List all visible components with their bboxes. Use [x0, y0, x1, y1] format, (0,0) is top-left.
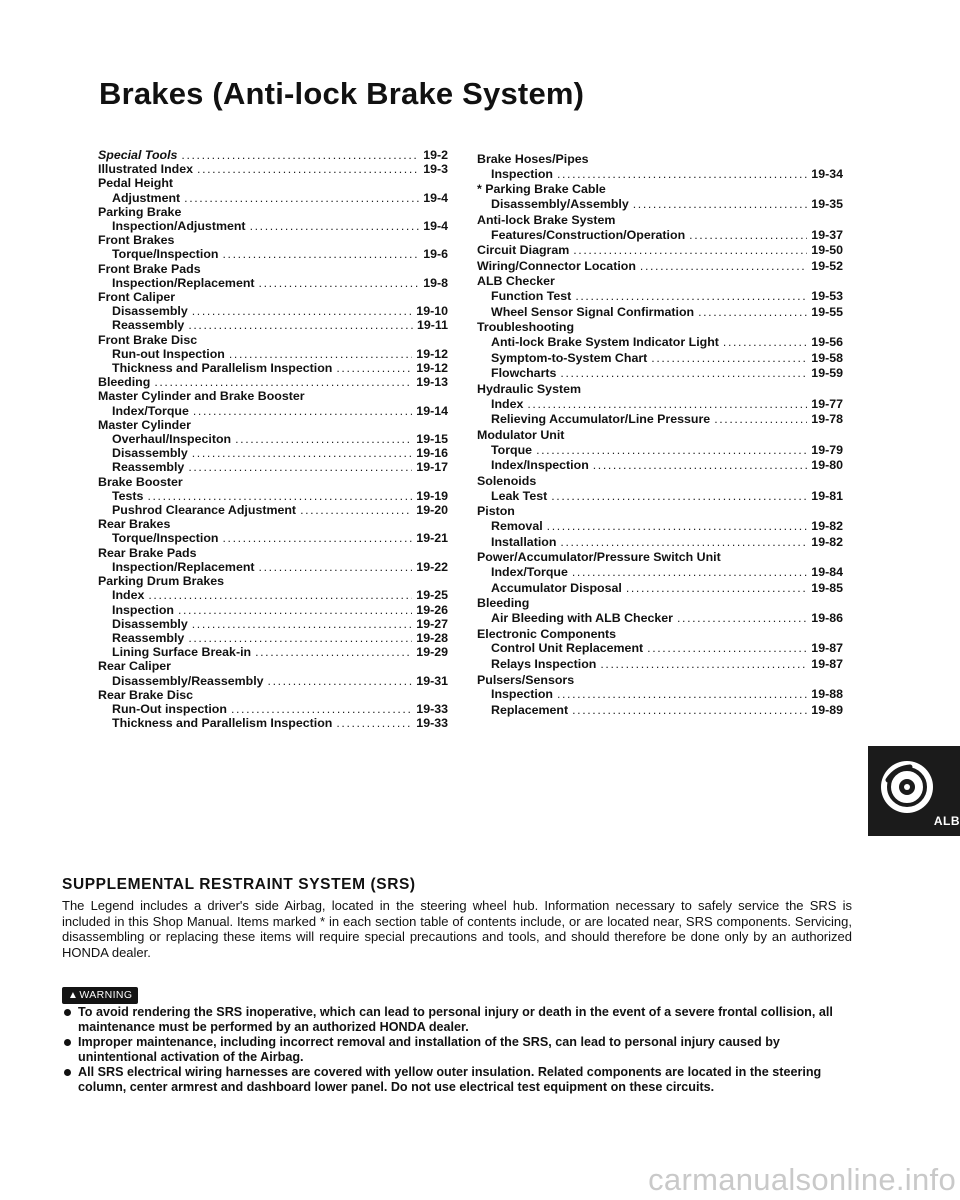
toc-dot-leader: [557, 687, 807, 703]
toc-entry: [98, 347, 448, 361]
toc-page-number: 19-12: [416, 346, 448, 361]
toc-entry: [477, 458, 843, 474]
toc-heading: [477, 627, 843, 642]
toc-entry: [477, 197, 843, 213]
toc-entry-label: Rear Brake Pads: [98, 545, 197, 560]
toc-entry-label: Master Cylinder and Brake Booster: [98, 389, 305, 404]
toc-dot-leader: [560, 366, 807, 382]
toc-dot-leader: [714, 412, 807, 428]
toc-heading: [477, 504, 843, 519]
toc-page-number: 19-89: [811, 703, 843, 718]
toc-page-number: 19-2: [423, 148, 448, 162]
toc-heading: [98, 262, 448, 276]
toc-dot-leader: [651, 351, 807, 367]
warning-label: WARNING: [79, 989, 133, 1001]
toc-dot-leader: [222, 247, 419, 261]
toc-page-number: 19-59: [811, 366, 843, 381]
toc-entry-label: Front Caliper: [98, 290, 176, 305]
toc-entry: [98, 219, 448, 233]
page-title: Brakes (Anti-lock Brake System): [99, 76, 585, 111]
toc-entry: [98, 702, 448, 716]
toc-entry-label: Brake Booster: [98, 474, 183, 489]
toc-page-number: 19-88: [811, 687, 843, 702]
toc-heading: [477, 673, 843, 688]
toc-page-number: 19-87: [811, 657, 843, 672]
toc-entry-label: Disassembly: [112, 446, 188, 461]
toc-entry-label: Run-out Inspection: [112, 346, 225, 361]
toc-heading: [477, 428, 843, 443]
toc-page-number: 19-78: [811, 412, 843, 427]
toc-page-number: 19-50: [811, 243, 843, 258]
toc-page-number: 19-14: [416, 403, 448, 418]
toc-page-number: 19-22: [416, 559, 448, 574]
toc-heading: [477, 382, 843, 397]
toc-entry-label: Modulator Unit: [477, 427, 565, 442]
toc-entry-label: Rear Brake Disc: [98, 687, 194, 702]
toc-entry: [477, 412, 843, 428]
toc-page-number: 19-16: [416, 446, 448, 461]
toc-entry: [477, 228, 843, 244]
srs-paragraph: The Legend includes a driver's side Airbag, located in the steering wheel hub. Information necessary to safely service the SRS is included in this Shop Manual. Items marked * in each section table of contents include, or are located near, SRS components. Servicing, disassembling or replacing these items will require special precautions and tools, and should therefore be done only by an authorized HONDA dealer.: [62, 898, 852, 960]
toc-entry-label: Disassembly: [112, 616, 188, 631]
toc-entry: [98, 460, 448, 474]
toc-entry: [477, 535, 843, 551]
toc-heading: [477, 596, 843, 611]
toc-entry-label: Piston: [477, 504, 515, 519]
toc-entry-label: Power/Accumulator/Pressure Switch Unit: [477, 550, 721, 565]
toc-entry-label: Parking Drum Brakes: [98, 574, 225, 589]
toc-page-number: 19-86: [811, 611, 843, 626]
toc-entry-label: Disassembly/Assembly: [491, 197, 629, 212]
toc-page-number: 19-21: [416, 531, 448, 546]
toc-entry-label: Overhaul/Inspeciton: [112, 432, 232, 447]
toc-entry: [98, 631, 448, 645]
toc-entry-label: Front Brake Pads: [98, 261, 201, 276]
alb-label: ALB: [933, 814, 960, 828]
toc-entry-label: Flowcharts: [491, 366, 557, 381]
toc-heading: [477, 320, 843, 335]
toc-entry-label: Bleeding: [477, 596, 530, 611]
toc-entry-label: Pushrod Clearance Adjustment: [112, 503, 297, 518]
toc-entry-label: Rear Brakes: [98, 517, 171, 532]
toc-entry: [98, 560, 448, 574]
toc-page-number: 19-28: [416, 630, 448, 645]
toc-entry-label: Accumulator Disposal: [491, 580, 622, 595]
toc-page-number: 19-10: [416, 304, 448, 319]
toc-entry-label: Function Test: [491, 289, 572, 304]
toc-dot-leader: [192, 446, 413, 460]
toc-entry: [477, 366, 843, 382]
toc-dot-leader: [560, 535, 807, 551]
toc-dot-leader: [593, 458, 808, 474]
toc-page-number: 19-87: [811, 641, 843, 656]
toc-entry: [477, 335, 843, 351]
toc-entry: [98, 503, 448, 517]
toc-entry: [98, 446, 448, 460]
toc-entry: [98, 276, 448, 290]
toc-dot-leader: [188, 631, 412, 645]
toc-entry-label: Torque/Inspection: [112, 247, 219, 262]
toc-dot-leader: [300, 503, 412, 517]
toc-heading: [98, 659, 448, 673]
warning-list: [62, 1005, 852, 1095]
toc-dot-leader: [336, 716, 412, 730]
toc-dot-leader: [255, 645, 412, 659]
toc-entry: [98, 148, 448, 162]
toc-dot-leader: [192, 617, 413, 631]
toc-page-number: 19-34: [811, 166, 843, 181]
toc-page-number: 19-20: [416, 503, 448, 518]
toc-entry-label: Troubleshooting: [477, 320, 575, 335]
toc-heading: [477, 550, 843, 565]
toc-entry-label: Inspection/Replacement: [112, 275, 255, 290]
toc-entry-label: Special Tools: [98, 148, 178, 162]
toc-dot-leader: [557, 167, 807, 183]
toc-entry-label: Features/Construction/Operation: [491, 227, 686, 242]
toc-dot-leader: [231, 702, 412, 716]
toc-entry-label: Replacement: [491, 703, 569, 718]
toc-entry-label: Inspection: [112, 602, 174, 617]
toc-entry-label: Tests: [112, 488, 144, 503]
toc-dot-leader: [551, 489, 807, 505]
toc-heading: [98, 475, 448, 489]
toc-dot-leader: [336, 361, 412, 375]
toc-entry: [98, 603, 448, 617]
toc-page-number: 19-84: [811, 565, 843, 580]
toc-entry-label: Torque/Inspection: [112, 531, 219, 546]
toc-page-number: 19-82: [811, 534, 843, 549]
toc-heading: [98, 688, 448, 702]
toc-entry-label: Inspection/Replacement: [112, 559, 255, 574]
toc-page-number: 19-4: [423, 190, 448, 205]
toc-entry: [98, 191, 448, 205]
toc-entry: [98, 716, 448, 730]
toc-dot-leader: [572, 565, 807, 581]
toc-page-number: 19-81: [811, 488, 843, 503]
toc-entry-label: Parking Brake: [98, 204, 182, 219]
toc-entry-label: Master Cylinder: [98, 417, 191, 432]
toc-dot-leader: [147, 489, 412, 503]
toc-entry-label: Solenoids: [477, 473, 537, 488]
toc-entry-label: Index/Torque: [112, 403, 189, 418]
toc-heading: [477, 152, 843, 167]
toc-heading: [98, 333, 448, 347]
toc-entry-label: Anti-lock Brake System Indicator Light: [491, 335, 719, 350]
toc-dot-leader: [259, 560, 413, 574]
toc-dot-leader: [573, 243, 807, 259]
toc-entry-label: Inspection: [491, 687, 553, 702]
toc-entry: [98, 432, 448, 446]
toc-heading: [98, 418, 448, 432]
toc-dot-leader: [268, 674, 413, 688]
toc-dot-leader: [689, 228, 807, 244]
toc-page-number: 19-11: [416, 318, 448, 333]
toc-page-number: 19-19: [416, 488, 448, 503]
toc-page-number: 19-27: [416, 616, 448, 631]
toc-dot-leader: [575, 289, 807, 305]
toc-entry-label: Leak Test: [491, 488, 548, 503]
toc-entry-label: Relays Inspection: [491, 657, 597, 672]
toc-page-number: 19-79: [811, 442, 843, 457]
toc-dot-leader: [536, 443, 807, 459]
toc-heading: [477, 182, 843, 197]
toc-entry: [98, 531, 448, 545]
toc-entry: [98, 588, 448, 602]
toc-entry-label: Bleeding: [98, 375, 151, 390]
toc-entry: [98, 404, 448, 418]
toc-dot-leader: [640, 259, 807, 275]
toc-dot-leader: [723, 335, 807, 351]
toc-heading: [98, 517, 448, 531]
toc-dot-leader: [192, 304, 413, 318]
toc-page-number: 19-53: [811, 289, 843, 304]
toc-page-number: 19-25: [416, 588, 448, 603]
toc-entry: [98, 247, 448, 261]
toc-page-number: 19-17: [416, 460, 448, 475]
toc-entry: [477, 351, 843, 367]
toc-entry-label: Wiring/Connector Location: [477, 258, 636, 273]
toc-entry: [98, 489, 448, 503]
toc-entry-label: * Parking Brake Cable: [477, 182, 606, 197]
toc-entry-label: Index/Inspection: [491, 458, 589, 473]
warning-triangle-icon: ▲: [68, 990, 79, 1001]
srs-heading: SUPPLEMENTAL RESTRAINT SYSTEM (SRS): [62, 876, 416, 893]
toc-entry: [477, 611, 843, 627]
toc-dot-leader: [626, 581, 807, 597]
toc-entry-label: Thickness and Parallelism Inspection: [112, 716, 333, 731]
toc-dot-leader: [677, 611, 807, 627]
toc-entry: [477, 687, 843, 703]
toc-page-number: 19-37: [811, 227, 843, 242]
toc-page-number: 19-58: [811, 350, 843, 365]
toc-entry-label: Rear Caliper: [98, 659, 172, 674]
toc-entry-label: Electronic Components: [477, 626, 617, 641]
toc-entry-label: Removal: [491, 519, 543, 534]
toc-entry-label: Front Brake Disc: [98, 332, 198, 347]
warning-badge: [62, 987, 138, 1004]
toc-heading: [98, 290, 448, 304]
toc-dot-leader: [250, 219, 420, 233]
toc-dot-leader: [197, 162, 419, 176]
toc-entry-label: Control Unit Replacement: [491, 641, 644, 656]
toc-dot-leader: [647, 641, 807, 657]
toc-page-number: 19-13: [416, 375, 448, 390]
warning-item: Improper maintenance, including incorrect removal and installation of the SRS, can lead to personal injury caused by unintentional activation of the Airbag.: [62, 1035, 852, 1065]
toc-entry: [477, 167, 843, 183]
toc-entry-label: Run-Out inspection: [112, 701, 227, 716]
toc-dot-leader: [235, 432, 412, 446]
toc-page-number: 19-35: [811, 197, 843, 212]
toc-page-number: 19-33: [416, 701, 448, 716]
warning-item: All SRS electrical wiring harnesses are covered with yellow outer insulation. Related components are located in the steering column, center armrest and dashboard lower panel. Do not use electrical test equipment on these circuits.: [62, 1065, 852, 1095]
toc-dot-leader: [222, 531, 412, 545]
toc-dot-leader: [572, 703, 807, 719]
toc-dot-leader: [148, 588, 412, 602]
toc-entry: [98, 674, 448, 688]
toc-entry-label: Torque: [491, 442, 533, 457]
toc-entry-label: Index: [112, 588, 145, 603]
toc-page-number: 19-52: [811, 258, 843, 273]
toc-entry: [477, 641, 843, 657]
toc-entry: [477, 565, 843, 581]
toc-heading: [477, 274, 843, 289]
toc-entry: [98, 304, 448, 318]
toc-entry-label: Disassembly/Reassembly: [112, 673, 264, 688]
toc-entry-label: Front Brakes: [98, 233, 175, 248]
toc-dot-leader: [193, 404, 412, 418]
toc-dot-leader: [154, 375, 412, 389]
toc-page-number: 19-26: [416, 602, 448, 617]
toc-page-number: 19-33: [416, 716, 448, 731]
toc-dot-leader: [188, 460, 412, 474]
toc-entry-label: Reassembly: [112, 460, 185, 475]
toc-entry-label: Anti-lock Brake System: [477, 212, 616, 227]
toc-entry-label: Brake Hoses/Pipes: [477, 152, 589, 166]
toc-page-number: 19-15: [416, 432, 448, 447]
toc-entry: [98, 318, 448, 332]
toc-entry: [477, 489, 843, 505]
toc-entry-label: Index: [491, 396, 524, 411]
toc-entry-label: Inspection: [491, 166, 553, 181]
toc-entry-label: Pedal Height: [98, 176, 174, 191]
toc-entry-label: Circuit Diagram: [477, 243, 570, 258]
toc-entry-label: Inspection/Adjustment: [112, 219, 246, 234]
toc-dot-leader: [600, 657, 807, 673]
toc-page-number: 19-4: [423, 219, 448, 234]
toc-entry: [477, 243, 843, 259]
toc-entry: [477, 443, 843, 459]
toc-page-number: 19-82: [811, 519, 843, 534]
toc-entry-label: Lining Surface Break-in: [112, 645, 252, 660]
toc-heading: [98, 546, 448, 560]
toc-entry-label: Reassembly: [112, 630, 185, 645]
toc-left-column: [98, 148, 448, 730]
toc-dot-leader: [259, 276, 420, 290]
brake-disc-icon: [878, 758, 936, 816]
toc-dot-leader: [527, 397, 807, 413]
alb-section-badge: [868, 746, 960, 836]
toc-heading: [477, 474, 843, 489]
toc-entry: [98, 645, 448, 659]
toc-heading: [98, 176, 448, 190]
toc-page-number: 19-12: [416, 361, 448, 376]
toc-page-number: 19-29: [416, 645, 448, 660]
toc-dot-leader: [698, 305, 807, 321]
toc-entry: [477, 289, 843, 305]
warning-item: To avoid rendering the SRS inoperative, which can lead to personal injury or death in the event of a severe frontal collision, all maintenance must be performed by an authorized HONDA dealer.: [62, 1005, 852, 1035]
toc-entry-label: Hydraulic System: [477, 381, 581, 396]
toc-page-number: 19-77: [811, 396, 843, 411]
toc-page-number: 19-55: [811, 304, 843, 319]
toc-heading: [98, 389, 448, 403]
toc-page-number: 19-85: [811, 580, 843, 595]
toc-page-number: 19-3: [423, 162, 448, 177]
toc-dot-leader: [184, 191, 419, 205]
toc-dot-leader: [178, 603, 412, 617]
toc-entry-label: Index/Torque: [491, 565, 568, 580]
toc-heading: [98, 233, 448, 247]
toc-dot-leader: [633, 197, 808, 213]
toc-entry: [98, 375, 448, 389]
toc-entry-label: Illustrated Index: [98, 162, 194, 177]
watermark: carmanualsonline.info: [648, 1162, 956, 1197]
toc-entry: [477, 519, 843, 535]
toc-page-number: 19-31: [416, 673, 448, 688]
toc-heading: [98, 574, 448, 588]
toc-dot-leader: [547, 519, 808, 535]
toc-entry-label: Installation: [491, 534, 557, 549]
toc-entry-label: ALB Checker: [477, 274, 555, 289]
toc-page-number: 19-6: [423, 247, 448, 262]
toc-entry: [98, 617, 448, 631]
toc-entry-label: Pulsers/Sensors: [477, 672, 575, 687]
toc-dot-leader: [181, 148, 419, 162]
toc-entry-label: Thickness and Parallelism Inspection: [112, 361, 333, 376]
toc-entry-label: Wheel Sensor Signal Confirmation: [491, 304, 695, 319]
toc-entry: [477, 305, 843, 321]
toc-heading: [477, 213, 843, 228]
toc-entry-label: Air Bleeding with ALB Checker: [491, 611, 673, 626]
toc-page-number: 19-8: [423, 275, 448, 290]
toc-entry: [98, 162, 448, 176]
toc-entry: [477, 657, 843, 673]
toc-dot-leader: [229, 347, 412, 361]
toc-entry: [98, 361, 448, 375]
toc-entry-label: Relieving Accumulator/Line Pressure: [491, 412, 711, 427]
toc-entry: [477, 581, 843, 597]
toc-heading: [98, 205, 448, 219]
toc-entry-label: Symptom-to-System Chart: [491, 350, 648, 365]
toc-entry-label: Reassembly: [112, 318, 185, 333]
toc-entry: [477, 703, 843, 719]
toc-entry: [477, 259, 843, 275]
toc-right-column: [477, 152, 843, 719]
toc-page-number: 19-80: [811, 458, 843, 473]
toc-page-number: 19-56: [811, 335, 843, 350]
toc-entry-label: Disassembly: [112, 304, 188, 319]
toc-entry-label: Adjustment: [112, 190, 181, 205]
toc-entry: [477, 397, 843, 413]
toc-dot-leader: [188, 318, 413, 332]
